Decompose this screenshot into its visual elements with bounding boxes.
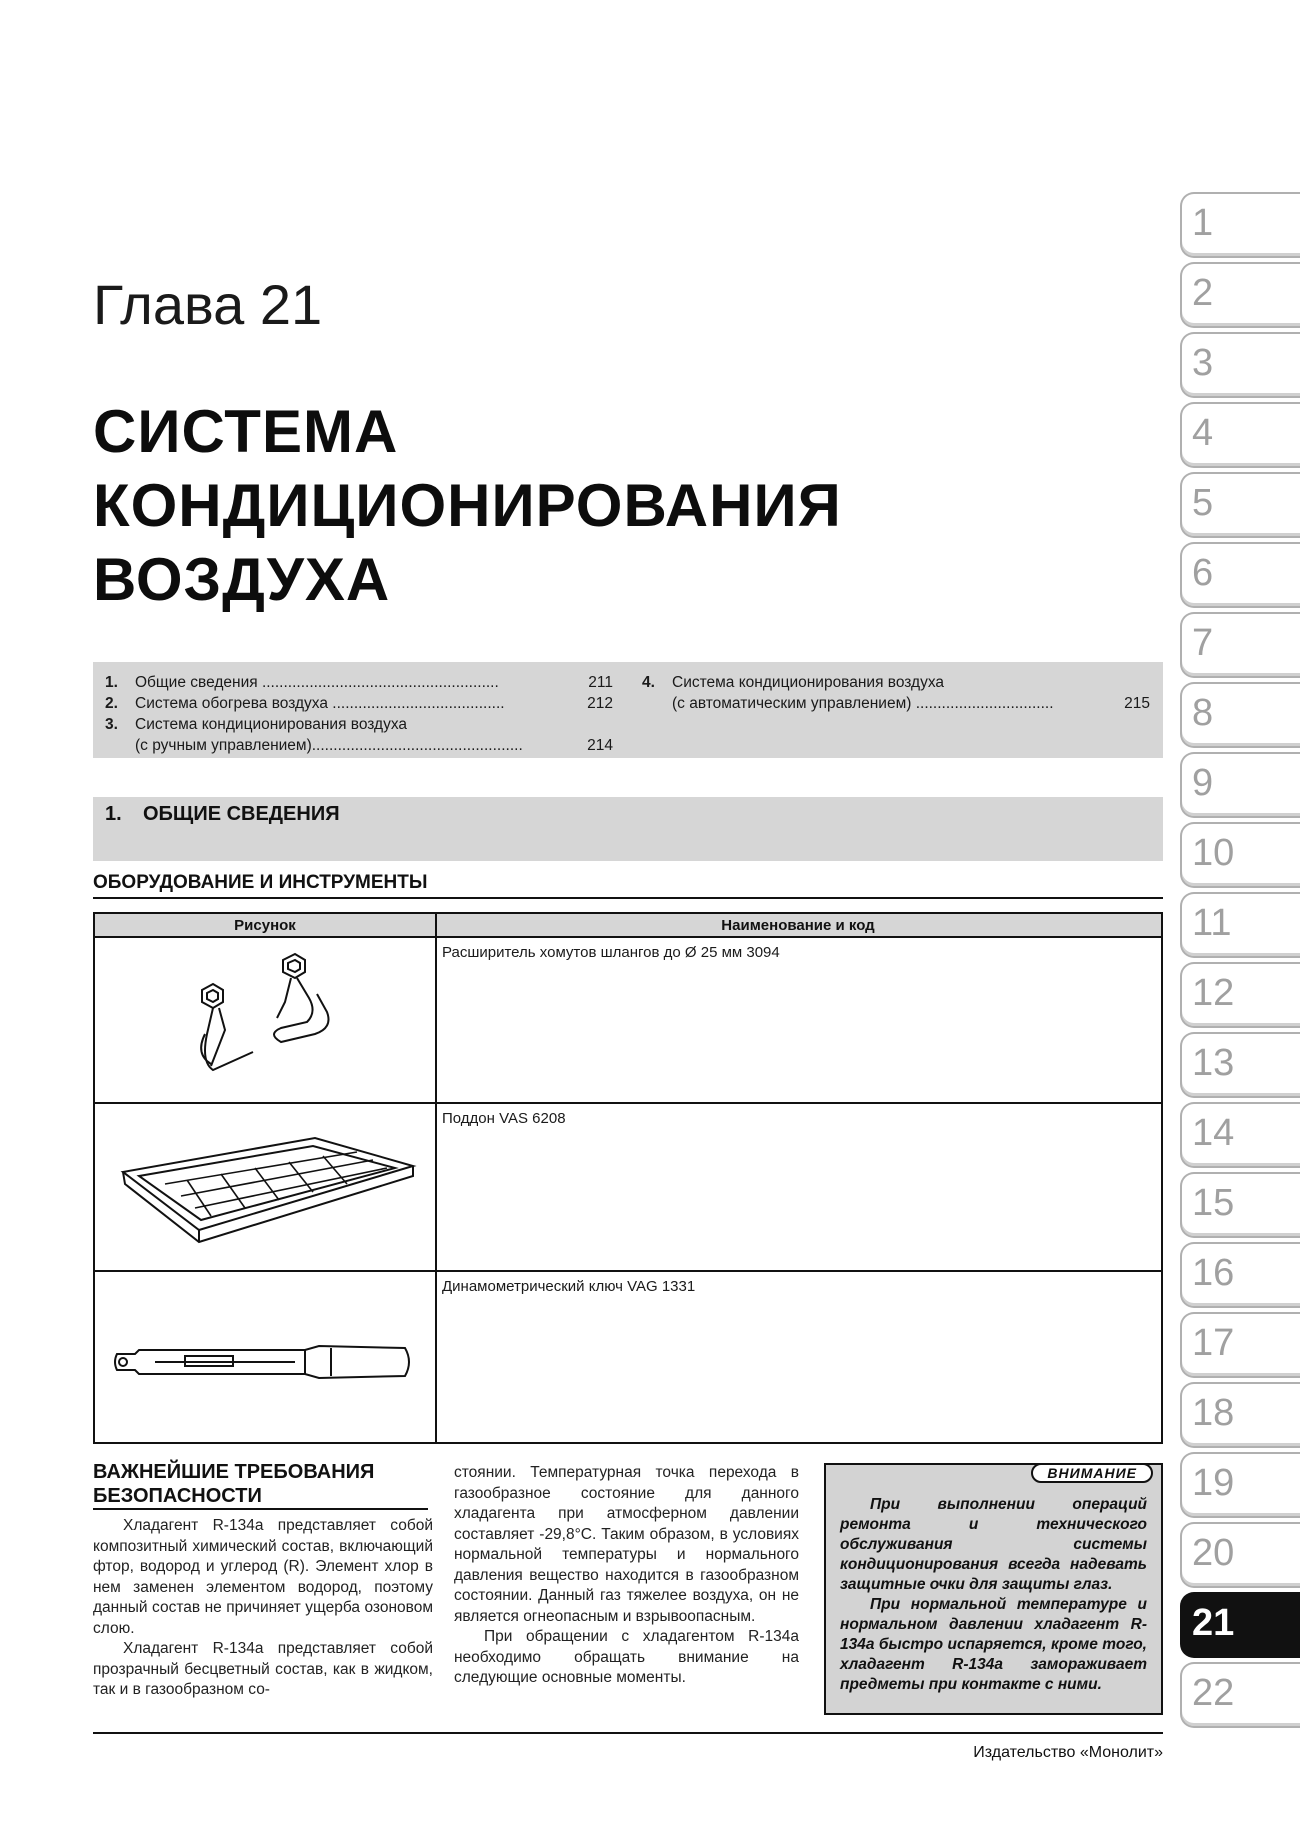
chapter-tab[interactable]: 22 bbox=[1180, 1662, 1300, 1728]
tools-table bbox=[93, 912, 1163, 1444]
paragraph: При нормальной температуре и нормальном давлении хладагент R-134a быстро испаряется, кроме того, хладагент R-134a замораживает предметы при контакте с ними. bbox=[840, 1596, 1147, 1693]
toc-text: Система обогрева воздуха ........................................ bbox=[135, 695, 505, 712]
chapter-tab[interactable]: 6 bbox=[1180, 542, 1300, 608]
chapter-tab[interactable]: 18 bbox=[1180, 1382, 1300, 1448]
safety-heading-line: БЕЗОПАСНОСТИ bbox=[93, 1485, 262, 1507]
chapter-tab[interactable]: 7 bbox=[1180, 612, 1300, 678]
column-header-figure: Рисунок bbox=[234, 917, 296, 934]
tool-name: Поддон VAS 6208 bbox=[442, 1110, 566, 1127]
warning-text bbox=[840, 1495, 1147, 1695]
toc-page: 212 bbox=[587, 695, 613, 712]
divider bbox=[93, 897, 1163, 899]
chapter-tab[interactable]: 8 bbox=[1180, 682, 1300, 748]
toc-text: Система кондиционирования воздуха bbox=[672, 674, 945, 691]
column-header-name: Наименование и код bbox=[721, 917, 875, 934]
chapter-tab[interactable]: 10 bbox=[1180, 822, 1300, 888]
title-line: ВОЗДУХА bbox=[93, 546, 391, 613]
chapter-tab[interactable]: 5 bbox=[1180, 472, 1300, 538]
divider bbox=[93, 1732, 1163, 1734]
toc-text: Система кондиционирования воздуха bbox=[135, 716, 408, 733]
section-title: ОБЩИЕ СВЕДЕНИЯ bbox=[143, 803, 340, 825]
toc-page: 215 bbox=[1124, 695, 1150, 712]
paragraph: Хладагент R-134a представляет собой прозрачный бесцветный состав, как в жидком, так и в газообразном со- bbox=[93, 1640, 433, 1698]
toc-num: 4. bbox=[642, 674, 655, 691]
publisher: Издательство «Монолит» bbox=[973, 1744, 1163, 1761]
paragraph: Хладагент R-134a представляет собой композитный химический состав, включающий фтор, водород и углерод (R). Элемент хлор в нем заменен элементом водород, поэтому данный состав не причиняет ущерба озоновом слою. bbox=[93, 1517, 433, 1637]
chapter-tab[interactable]: 20 bbox=[1180, 1522, 1300, 1588]
divider bbox=[93, 1508, 428, 1510]
toc-num: 3. bbox=[105, 716, 118, 733]
warning-box bbox=[824, 1463, 1163, 1715]
chapter-tab[interactable]: 19 bbox=[1180, 1452, 1300, 1518]
chapter-tab[interactable]: 15 bbox=[1180, 1172, 1300, 1238]
safety-column-1 bbox=[93, 1516, 433, 1701]
tool-name: Расширитель хомутов шлангов до Ø 25 мм 3094 bbox=[442, 944, 780, 961]
toc-text: (с автоматическим управлением) ................................ bbox=[672, 695, 1054, 712]
chapter-tab[interactable]: 2 bbox=[1180, 262, 1300, 328]
subsection-title: ОБОРУДОВАНИЕ И ИНСТРУМЕНТЫ bbox=[93, 872, 428, 893]
toc-page: 214 bbox=[587, 737, 613, 754]
chapter-tab[interactable]: 13 bbox=[1180, 1032, 1300, 1098]
safety-column-2 bbox=[454, 1463, 799, 1689]
paragraph: стоянии. Температурная точка перехода в газообразное состояние для данного хладагента при атмосферном давлении составляет -29,8°С. Таким образом, в условиях нормальной температуры и нормального давления вещество находится в газообразном состоянии. Данный газ тяжелее воздуха, он не является огнеопасным и взрывоопасным. bbox=[454, 1464, 799, 1625]
chapter-tab[interactable]: 17 bbox=[1180, 1312, 1300, 1378]
safety-heading bbox=[93, 1460, 374, 1508]
chapter-tab[interactable]: 1 bbox=[1180, 192, 1300, 258]
chapter-label: Глава 21 bbox=[93, 273, 323, 336]
toc-text: (с ручным управлением)................................................. bbox=[135, 737, 523, 754]
divider bbox=[435, 914, 437, 1442]
table-header bbox=[95, 914, 1161, 938]
torque-wrench-figure bbox=[95, 1272, 435, 1442]
chapter-tab[interactable]: 3 bbox=[1180, 332, 1300, 398]
section-heading bbox=[93, 797, 1163, 861]
toc-text: Общие сведения ....................................................... bbox=[135, 674, 499, 691]
hose-clamp-spreader-figure bbox=[95, 938, 435, 1102]
safety-heading-line: ВАЖНЕЙШИЕ ТРЕБОВАНИЯ bbox=[93, 1461, 375, 1483]
paragraph: При выполнении операций ремонта и технического обслуживания системы кондиционирования всегда надевать защитные очки для защиты глаз. bbox=[840, 1496, 1147, 1593]
chapter-tab[interactable]: 14 bbox=[1180, 1102, 1300, 1168]
tool-name: Динамометрический ключ VAG 1331 bbox=[442, 1278, 696, 1295]
chapter-tab[interactable]: 16 bbox=[1180, 1242, 1300, 1308]
chapter-tab[interactable]: 12 bbox=[1180, 962, 1300, 1028]
chapter-tab[interactable]: 9 bbox=[1180, 752, 1300, 818]
toc-page: 211 bbox=[588, 674, 613, 691]
warning-badge: ВНИМАНИЕ bbox=[1031, 1463, 1153, 1483]
toc-num: 2. bbox=[105, 695, 118, 712]
section-number: 1. bbox=[105, 803, 122, 825]
chapter-tab[interactable]: 4 bbox=[1180, 402, 1300, 468]
title-line: КОНДИЦИОНИРОВАНИЯ bbox=[93, 472, 842, 539]
toc-num: 1. bbox=[105, 674, 118, 691]
table-of-contents bbox=[93, 662, 1163, 758]
chapter-title bbox=[93, 395, 842, 617]
chapter-tab-active[interactable]: 21 bbox=[1180, 1592, 1300, 1658]
drip-tray-figure bbox=[95, 1104, 435, 1270]
title-line: СИСТЕМА bbox=[93, 398, 399, 465]
chapter-tab[interactable]: 11 bbox=[1180, 892, 1300, 958]
paragraph: При обращении с хладагентом R-134a необходимо обращать внимание на следующие основные моменты. bbox=[454, 1628, 799, 1686]
